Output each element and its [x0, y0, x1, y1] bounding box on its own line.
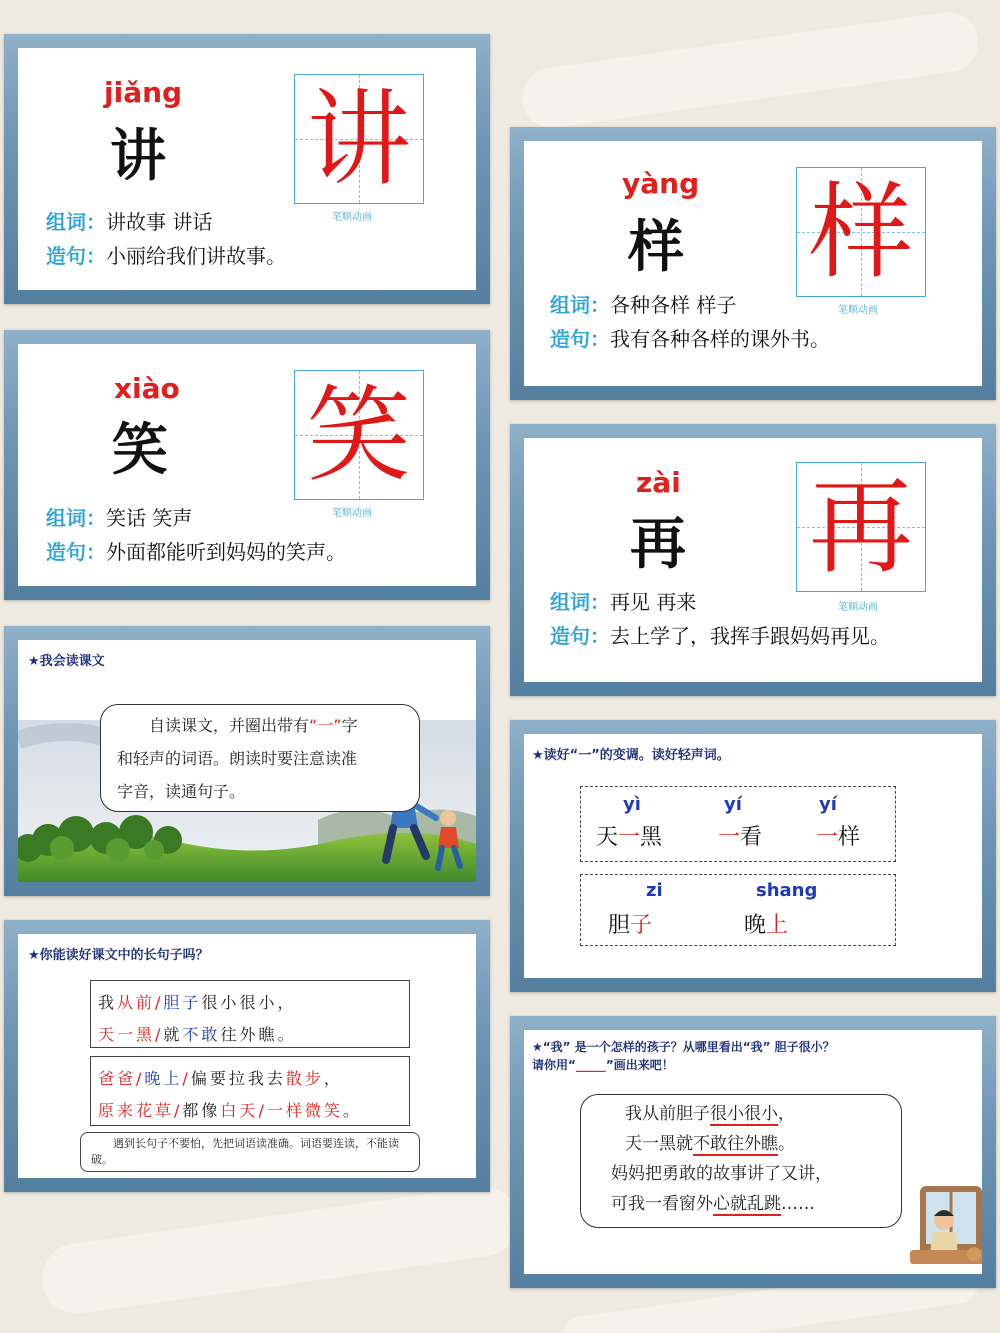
- pinyin-zi: zi: [646, 880, 663, 901]
- pinyin-yi: yí: [819, 794, 837, 815]
- sentence-line: [550, 620, 890, 649]
- card-panel: [524, 141, 982, 386]
- slide-header: ★你能读好课文中的长句子吗？: [28, 948, 209, 963]
- poem-line-2: 天一黑就不敢往外瞧。: [625, 1134, 795, 1154]
- words-line: [550, 289, 736, 318]
- sentence-tag: 造句：: [46, 244, 106, 268]
- words-line: [550, 586, 696, 615]
- bubble-text: 自读课文，并圈出带有: [149, 716, 310, 735]
- big-character: 再: [630, 512, 686, 577]
- words-text: 再见 再来: [610, 590, 697, 614]
- long-sentence-slide: [4, 920, 490, 1192]
- sentence-tag: 造句：: [550, 624, 610, 648]
- char-card-jiang: [4, 34, 490, 304]
- sentence-line-2: 天一黑/就不敢往外瞧。: [98, 1025, 297, 1044]
- big-character: 讲: [110, 124, 166, 189]
- slide-header: ★读好“一”的变调。读好轻声词。: [532, 748, 730, 763]
- poem-bubble: [580, 1094, 902, 1228]
- background-streak: [37, 1182, 522, 1318]
- slide-header-1: ★“我” 是一个怎样的孩子？从哪里看出“我” 胆子很小？: [532, 1040, 835, 1054]
- pinyin-yi: yì: [623, 794, 641, 815]
- bubble-line-2: 和轻声的词语。朗读时要注意读准: [117, 749, 358, 768]
- stroke-animation-link[interactable]: 笔顺动画: [838, 305, 878, 316]
- sentence-text: 小丽给我们讲故事。: [106, 244, 286, 268]
- sentence-text: 去上学了，我挥手跟妈妈再见。: [610, 624, 890, 648]
- words-tag: 组词：: [46, 506, 106, 530]
- slide-panel: [524, 1030, 982, 1274]
- words-tag: 组词：: [550, 590, 610, 614]
- pinyin-yi: yí: [724, 794, 742, 815]
- sentence-text: 外面都能听到妈妈的笑声。: [106, 540, 346, 564]
- pinyin-label: yàng: [622, 167, 700, 200]
- char-card-xiao: [4, 330, 490, 600]
- pinyin-label: jiǎng: [104, 76, 183, 109]
- sentence-tag: 造句：: [550, 327, 610, 351]
- poem-line-4: 可我一看窗外心就乱跳……: [611, 1194, 815, 1214]
- writing-grid[interactable]: [796, 167, 926, 297]
- writing-grid[interactable]: [294, 370, 424, 500]
- word-yi-yang: 一样: [816, 825, 861, 850]
- words-line: [46, 502, 192, 531]
- sentence-line: [550, 323, 830, 352]
- slide-header-2: 请你用“_____”画出来吧！: [532, 1058, 674, 1072]
- stroke-animation-link[interactable]: 笔顺动画: [332, 508, 372, 519]
- card-panel: [524, 438, 982, 682]
- card-panel: [18, 344, 476, 586]
- char-card-zai: [510, 424, 996, 696]
- words-text: 讲故事 讲话: [106, 210, 213, 234]
- poem-line-1: 我从前胆子很小很小，: [625, 1104, 795, 1124]
- tone-slide: [510, 720, 996, 992]
- sentence-line: [46, 536, 346, 565]
- writing-grid[interactable]: [294, 74, 424, 204]
- pinyin-shang: shang: [756, 880, 818, 901]
- child-at-window-illustration: [910, 1180, 982, 1270]
- grid-character: 笑: [306, 374, 411, 496]
- char-card-yang: [510, 127, 996, 400]
- bubble-line-1: [117, 709, 409, 742]
- word-wan-shang: 晚上: [744, 913, 789, 938]
- words-text: 笑话 笑声: [106, 506, 193, 530]
- grid-character: 样: [808, 171, 913, 293]
- words-line: [46, 206, 212, 235]
- bubble-highlight: “一”: [309, 716, 342, 735]
- big-character: 笑: [112, 418, 168, 483]
- slide-header: ★我会读课文: [28, 654, 105, 669]
- writing-grid[interactable]: [796, 462, 926, 592]
- slide-panel: [18, 640, 476, 882]
- words-tag: 组词：: [46, 210, 106, 234]
- tip-text: 遇到长句子不要怕，先把词语读准确。词语要连读，不能读破。: [91, 1137, 399, 1166]
- bubble-line-3: 字音，读通句子。: [117, 782, 246, 801]
- sentence-text: 我有各种各样的课外书。: [610, 327, 830, 351]
- stroke-animation-link[interactable]: 笔顺动画: [838, 602, 878, 613]
- sentence-line-3: 爸爸/晚上/偏要拉我去散步，: [98, 1069, 343, 1088]
- tip-box: [80, 1132, 420, 1172]
- words-tag: 组词：: [550, 293, 610, 317]
- background-streak: [518, 8, 982, 131]
- big-character: 样: [628, 215, 684, 280]
- slide-panel: [18, 934, 476, 1178]
- word-dan-zi: 胆子: [608, 913, 653, 938]
- poem-line-3: 妈妈把勇敢的故事讲了又讲，: [611, 1164, 832, 1184]
- grid-character: 再: [808, 466, 913, 588]
- stroke-animation-link[interactable]: 笔顺动画: [332, 212, 372, 223]
- sentence-tag: 造句：: [46, 540, 106, 564]
- grid-character: 讲: [306, 78, 411, 200]
- card-panel: [18, 48, 476, 290]
- read-text-slide: [4, 626, 490, 896]
- pinyin-label: zài: [636, 466, 681, 499]
- pinyin-label: xiào: [114, 372, 180, 405]
- bubble-text: 字: [341, 716, 358, 735]
- sentence-line: [46, 240, 286, 269]
- slide-panel: [524, 734, 982, 978]
- words-text: 各种各样 样子: [610, 293, 737, 317]
- word-tian-yi-hei: 天一黑: [596, 825, 663, 850]
- sentence-line-4: 原来花草/都像白天/一样微笑。: [98, 1101, 362, 1120]
- instruction-bubble: [100, 704, 420, 812]
- word-yi-kan: 一看: [718, 825, 763, 850]
- sentence-line-1: 我从前/胆子很小很小，: [98, 993, 297, 1012]
- brave-slide: [510, 1016, 996, 1288]
